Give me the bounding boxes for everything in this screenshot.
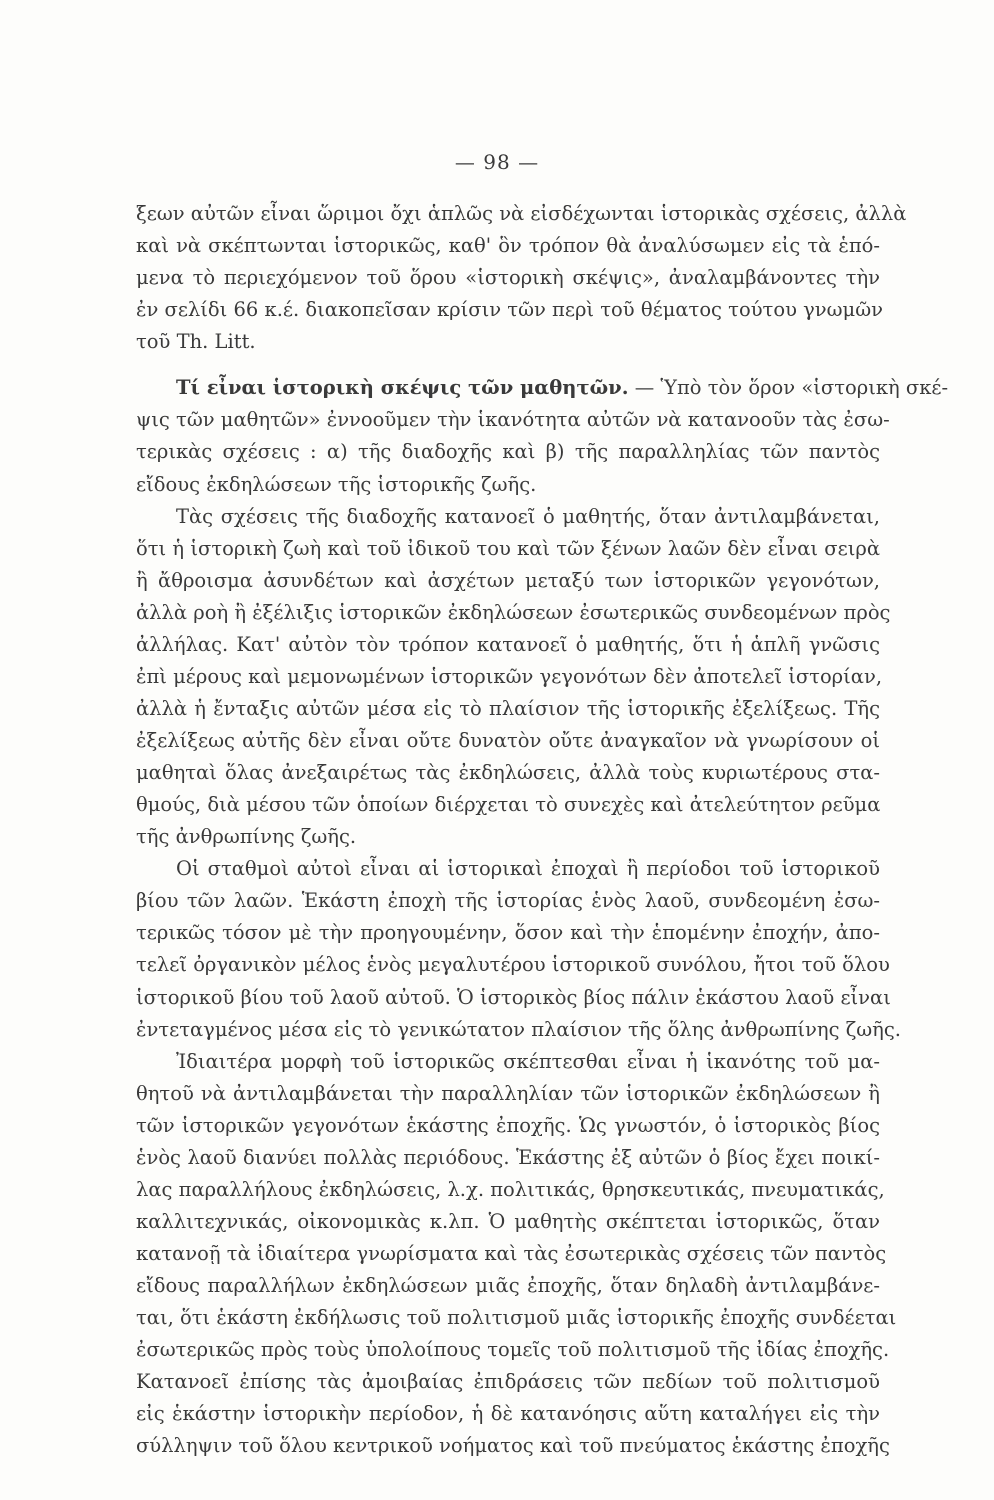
text-line: καλλιτεχνικάς, οἰκονομικὰς κ.λπ. Ὁ μαθητὴς σκέπτεται ἱστορικῶς, ὅταν xyxy=(136,1209,880,1233)
text-line: εἰς ἑκάστην ἱστορικὴν περίοδον, ἡ δὲ κατανόησις αὕτη καταλήγει εἰς τὴν xyxy=(136,1402,880,1426)
text-line: ἐσωτερικῶς πρὸς τοὺς ὑπολοίπους τομεῖς τοῦ πολιτισμοῦ τῆς ἰδίας ἐποχῆς. xyxy=(136,1338,890,1362)
text-line: ἀλλήλας. Κατ' αὐτὸν τὸν τρόπον κατανοεῖ ὁ μαθητής, ὅτι ἡ ἁπλῆ γνῶσις xyxy=(136,632,880,656)
text-line: Κατανοεῖ ἐπίσης τὰς ἀμοιβαίας ἐπιδράσεις τῶν πεδίων τοῦ πολιτισμοῦ xyxy=(136,1370,880,1394)
section-heading: Τί εἶναι ἱστορικὴ σκέψις τῶν μαθητῶν. xyxy=(176,376,629,400)
page-number: — 98 — xyxy=(454,150,540,174)
text-line: ἐξελίξεως αὐτῆς δὲν εἶναι οὔτε δυνατὸν οὔτε ἀναγκαῖον νὰ γνωρίσουν οἱ xyxy=(136,729,880,752)
text-line: ται, ὅτι ἑκάστη ἐκδήλωσις τοῦ πολιτισμοῦ μιᾶς ἱστορικῆς ἐποχῆς συνδέεται xyxy=(136,1306,897,1330)
text-line: ἀλλὰ ροὴ ἢ ἐξέλιξις ἱστορικῶν ἐκδηλώσεων ἐσωτερικῶς συνδεομένων πρὸς xyxy=(136,600,891,624)
text-line: ἀλλὰ ἡ ἔνταξις αὐτῶν μέσα εἰς τὸ πλαίσιον τῆς ἱστορικῆς ἐξελίξεως. Τῆς xyxy=(136,696,880,720)
text-line: βίου τῶν λαῶν. Ἑκάστη ἐποχὴ τῆς ἱστορίας ἑνὸς λαοῦ, συνδεομένη ἐσω- xyxy=(136,889,880,913)
text-line: τοῦ Th. Litt. xyxy=(136,330,256,354)
body-text xyxy=(136,198,949,1462)
text-line: ἱστορικοῦ βίου τοῦ λαοῦ αὐτοῦ. Ὁ ἱστορικὸς βίος πάλιν ἑκάστου λαοῦ εἶναι xyxy=(136,985,891,1009)
text-line: σύλληψιν τοῦ ὅλου κεντρικοῦ νοήματος καὶ τοῦ πνεύματος ἑκάστης ἐποχῆς xyxy=(136,1434,890,1458)
section-heading-line xyxy=(136,372,949,404)
text-line: μενα τὸ περιεχόμενον τοῦ ὅρου «ἱστορικὴ σκέψις», ἀναλαμβάνοντες τὴν xyxy=(136,266,880,290)
text-line: ἑνὸς λαοῦ διανύει πολλὰς περιόδους. Ἑκάστης ἐξ αὐτῶν ὁ βίος ἔχει ποικί- xyxy=(136,1145,880,1169)
text-line: Ἰδιαιτέρα μορφὴ τοῦ ἱστορικῶς σκέπτεσθαι εἶναι ἡ ἱκανότης τοῦ μα- xyxy=(176,1049,880,1073)
text-line: τερικὰς σχέσεις : α) τῆς διαδοχῆς καὶ β) τῆς παραλληλίας τῶν παντὸς xyxy=(136,440,880,464)
text-line: ἐν σελίδι 66 κ.έ. διακοπεῖσαν κρίσιν τῶν περὶ τοῦ θέματος τούτου γνωμῶν xyxy=(136,298,883,322)
text-line: Τὰς σχέσεις τῆς διαδοχῆς κατανοεῖ ὁ μαθητής, ὅταν ἀντιλαμβάνεται, xyxy=(176,504,880,528)
text-line: θητοῦ νὰ ἀντιλαμβάνεται τὴν παραλληλίαν τῶν ἱστορικῶν ἐκδηλώσεων ἢ xyxy=(136,1081,880,1105)
text-line: ξεων αὐτῶν εἶναι ὥριμοι ὄχι ἁπλῶς νὰ εἰσδέχωνται ἱστορικὰς σχέσεις, ἀλλὰ xyxy=(136,202,907,225)
text-line: κατανοῇ τὰ ἰδιαίτερα γνωρίσματα καὶ τὰς ἐσωτερικὰς σχέσεις τῶν παντὸς xyxy=(136,1242,887,1265)
text-line: τῶν ἱστορικῶν γεγονότων ἑκάστης ἐποχῆς. Ὡς γνωστόν, ὁ ἱστορικὸς βίος xyxy=(136,1113,880,1137)
text-line: ψις τῶν μαθητῶν» ἐννοοῦμεν τὴν ἱκανότητα αὐτῶν νὰ κατανοοῦν τὰς ἐσω- xyxy=(136,408,890,432)
text-line: Οἱ σταθμοὶ αὐτοὶ εἶναι αἱ ἱστορικαὶ ἐποχαὶ ἢ περίοδοι τοῦ ἱστορικοῦ xyxy=(176,857,880,881)
text-line: — Ὑπὸ τὸν ὅρον «ἱστορικὴ σκέ- xyxy=(634,376,949,400)
text-line: ὅτι ἡ ἱστορικὴ ζωὴ καὶ τοῦ ἰδικοῦ του καὶ τῶν ξένων λαῶν δὲν εἶναι σειρὰ xyxy=(136,536,880,560)
text-line: μαθηταὶ ὅλας ἀνεξαιρέτως τὰς ἐκδηλώσεις, ἀλλὰ τοὺς κυριωτέρους στα- xyxy=(136,761,880,785)
text-line: ἐντεταγμένος μέσα εἰς τὸ γενικώτατον πλαίσιον τῆς ὅλης ἀνθρωπίνης ζωῆς. xyxy=(136,1017,901,1041)
text-line: τῆς ἀνθρωπίνης ζωῆς. xyxy=(136,825,357,849)
text-line: ἐπὶ μέρους καὶ μεμονωμένων ἱστορικῶν γεγονότων δὲν ἀποτελεῖ ἱστορίαν, xyxy=(136,664,883,688)
text-line: εἴδους παραλλήλων ἐκδηλώσεων μιᾶς ἐποχῆς, ὅταν δηλαδὴ ἀντιλαμβάνε- xyxy=(136,1274,880,1298)
text-line: εἴδους ἐκδηλώσεων τῆς ἱστορικῆς ζωῆς. xyxy=(136,472,537,496)
text-line: ἢ ἄθροισμα ἀσυνδέτων καὶ ἀσχέτων μεταξύ των ἱστορικῶν γεγονότων, xyxy=(136,568,880,592)
text-line: θμούς, διὰ μέσου τῶν ὁποίων διέρχεται τὸ συνεχὲς καὶ ἀτελεύτητον ρεῦμα xyxy=(136,793,881,817)
text-line: καὶ νὰ σκέπτωνται ἱστορικῶς, καθ' ὃν τρόπον θὰ ἀναλύσωμεν εἰς τὰ ἑπό- xyxy=(136,234,880,258)
text-line: λας παραλλήλους ἐκδηλώσεις, λ.χ. πολιτικάς, θρησκευτικάς, πνευματικάς, xyxy=(136,1177,885,1201)
text-line: τερικῶς τόσον μὲ τὴν προηγουμένην, ὅσον καὶ τὴν ἑπομένην ἐποχήν, ἀπο- xyxy=(136,921,880,945)
text-line: τελεῖ ὀργανικὸν μέλος ἑνὸς μεγαλυτέρου ἱστορικοῦ συνόλου, ἤτοι τοῦ ὅλου xyxy=(136,953,890,977)
